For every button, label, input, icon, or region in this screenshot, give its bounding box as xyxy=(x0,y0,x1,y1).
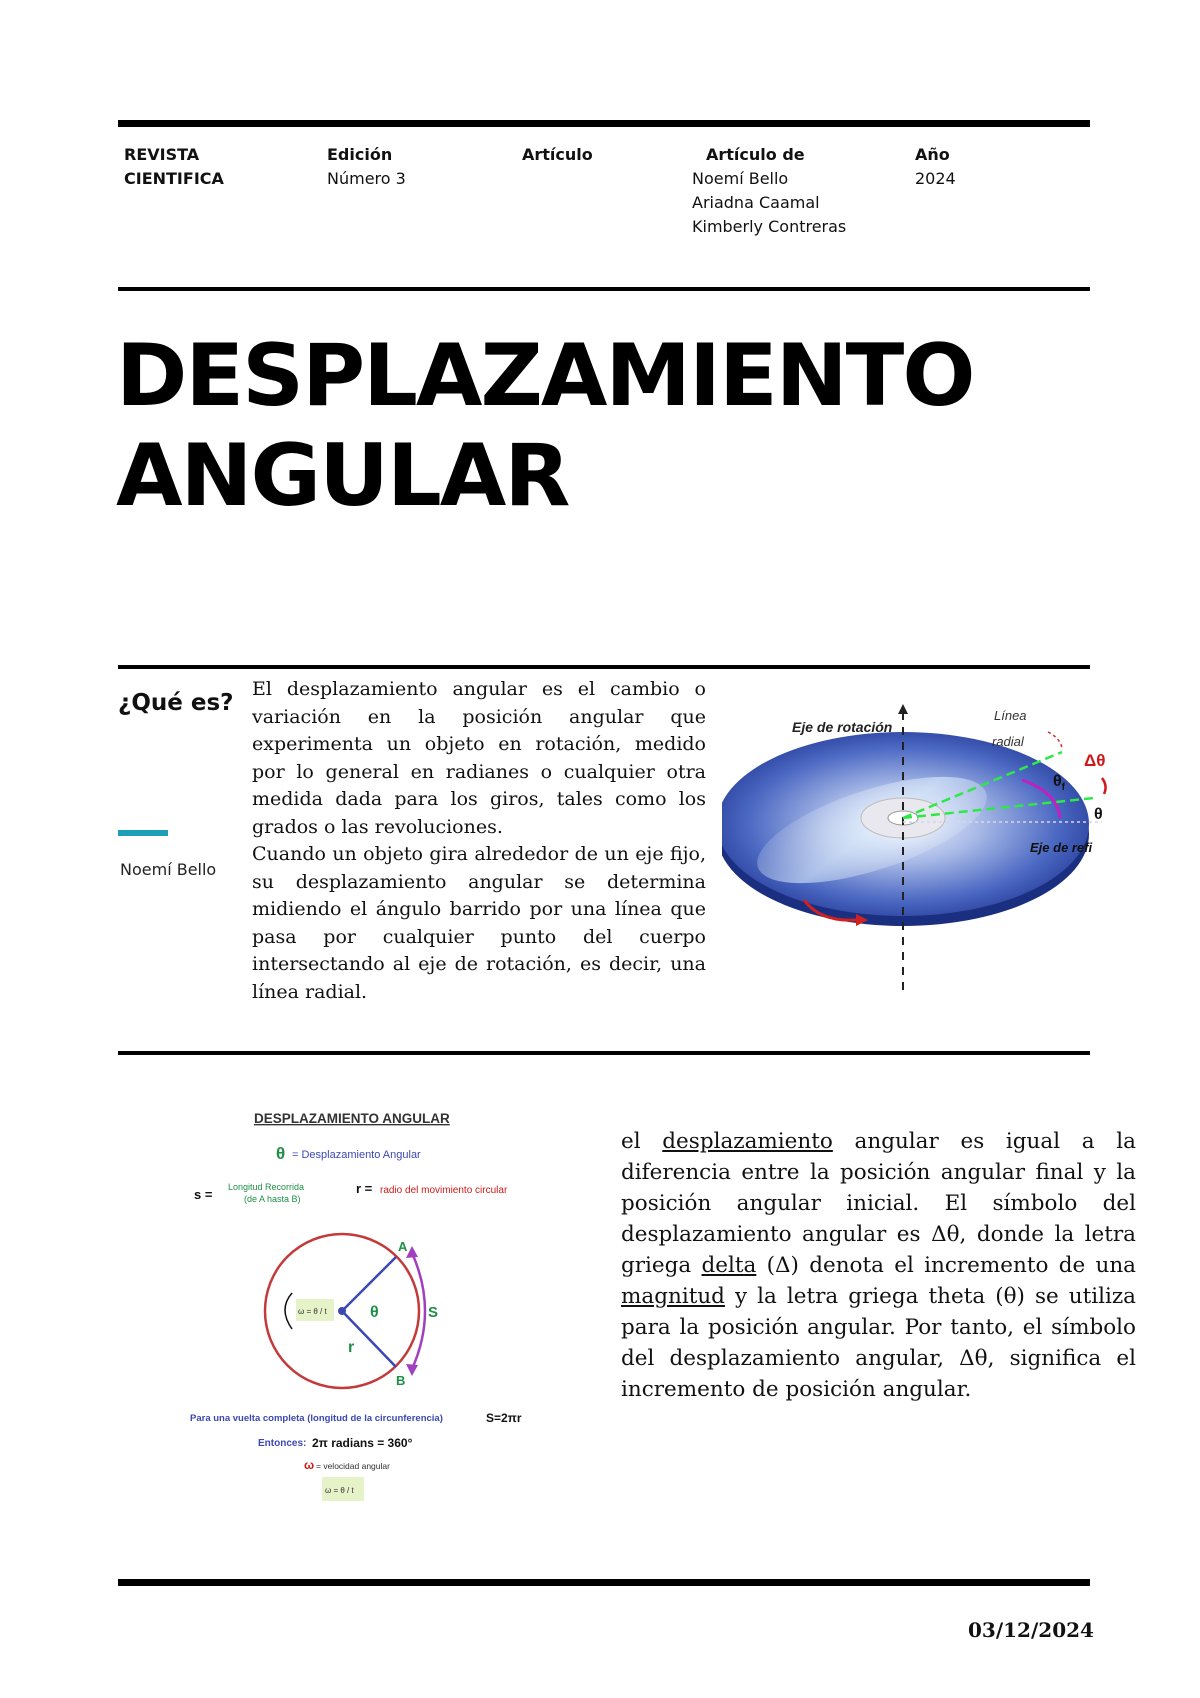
theta-symbol: θ xyxy=(276,1144,286,1163)
accent-bar xyxy=(118,830,168,836)
r-symbol: r = xyxy=(356,1181,373,1196)
then-eq: 2π radians = 360° xyxy=(312,1436,413,1450)
angle-label: θ xyxy=(370,1304,379,1321)
radial-label-1: Línea xyxy=(994,708,1027,723)
edition xyxy=(327,143,406,191)
edition-label: Edición xyxy=(327,145,393,164)
s-symbol: s = xyxy=(194,1187,213,1202)
header-bottom-rule xyxy=(118,287,1090,291)
year xyxy=(915,143,956,191)
omega-symbol: ω xyxy=(304,1458,315,1472)
section-top-rule xyxy=(118,665,1090,669)
authors-label: Artículo de xyxy=(706,145,805,164)
theta-desc: = Desplazamiento Angular xyxy=(292,1149,421,1161)
article-label: Artículo xyxy=(522,145,593,164)
author-name: Noemí Bello xyxy=(692,169,789,188)
reference-axis-label: Eje de refi xyxy=(1030,840,1093,855)
article xyxy=(522,143,593,167)
arc-s-label: S xyxy=(428,1304,439,1321)
omega-formula-2: ω = θ / t xyxy=(325,1486,354,1495)
arc-s-head-bottom xyxy=(406,1364,418,1376)
omega-desc: = velocidad angular xyxy=(316,1461,390,1471)
link-delta[interactable]: delta xyxy=(701,1253,757,1278)
footer-rule xyxy=(118,1579,1090,1586)
delta-theta-label: Δθ xyxy=(1084,751,1106,770)
then-label: Entonces: xyxy=(258,1438,307,1449)
link-desplazamiento[interactable]: desplazamiento xyxy=(662,1129,833,1154)
author-name: Kimberly Contreras xyxy=(692,217,847,236)
page-title: DESPLAZAMIENTO ANGULAR xyxy=(116,326,974,526)
spin-arrow xyxy=(285,1293,292,1329)
year-label: Año xyxy=(915,145,950,164)
top-rule xyxy=(118,120,1090,127)
axis-arrow xyxy=(898,704,908,714)
rotating-disc-figure xyxy=(722,700,1108,996)
point-a: A xyxy=(398,1239,408,1254)
point-b: B xyxy=(396,1373,406,1388)
intro-paragraph-2: Cuando un objeto gira alrededor de un eje fijo, su desplazamiento angular se determina midiendo el ángulo barrido por una línea que pasa por cualquier punto del cuerpo intersectando al eje de rotación, es decir, una línea radial. xyxy=(252,843,706,1003)
angular-diagram xyxy=(180,1105,576,1515)
delta-arc xyxy=(1102,778,1106,794)
full-turn-eq: S=2πr xyxy=(486,1411,522,1425)
r-desc: radio del movimiento circular xyxy=(380,1185,508,1196)
section-heading: ¿Qué es? xyxy=(118,690,234,716)
radial-label-2: radial xyxy=(992,734,1024,749)
radial-pointer xyxy=(1048,732,1062,748)
intro-paragraph-1: El desplazamiento angular es el cambio o variación en la posición angular que experimenta un objeto en rotación, medido por lo general en radianes o cualquier otra medida dada para los giros, tales como los grados o las revoluciones. xyxy=(252,678,706,838)
edition-value: Número 3 xyxy=(327,169,406,188)
magazine-name: REVISTA CIENTIFICA xyxy=(124,145,224,188)
radius-to-a xyxy=(342,1257,396,1311)
section-bottom-rule xyxy=(118,1051,1090,1055)
theta-f-label: $\theta_f$ xyxy=(1053,773,1065,793)
intro-text xyxy=(252,676,706,1006)
author-name: Ariadna Caamal xyxy=(692,193,820,212)
radius-label: r xyxy=(348,1339,355,1356)
diagram-title: DESPLAZAMIENTO ANGULAR xyxy=(254,1111,450,1126)
year-value: 2024 xyxy=(915,169,956,188)
center-point xyxy=(338,1307,346,1315)
link-magnitud[interactable]: magnitud xyxy=(621,1284,725,1309)
section-author: Noemí Bello xyxy=(120,860,217,879)
s-desc-1: Longitud Recorrida xyxy=(228,1182,305,1192)
omega-formula: ω = θ / t xyxy=(298,1307,327,1316)
footer-date: 03/12/2024 xyxy=(968,1618,1094,1642)
full-turn-text: Para una vuelta completa (longitud de la circunferencia) xyxy=(190,1413,443,1424)
arc-s-head-top xyxy=(406,1246,418,1258)
s-desc-2: (de A hasta B) xyxy=(244,1194,301,1204)
body-text: el desplazamiento angular es igual a la diferencia entre la posición angular final y la posición angular inicial. El símbolo del desplazamiento angular es Δθ, donde la letra griega delta (Δ) denota el incremento de una magnitud y la letra griega theta (θ) se utiliza para la posición angular. Por tanto, el símbolo del desplazamiento angular, Δθ, significa el incremento de posición angular. xyxy=(621,1129,1136,1402)
theta-label: θ xyxy=(1094,806,1103,823)
axis-label: Eje de rotación xyxy=(792,719,893,735)
authors xyxy=(692,143,846,239)
